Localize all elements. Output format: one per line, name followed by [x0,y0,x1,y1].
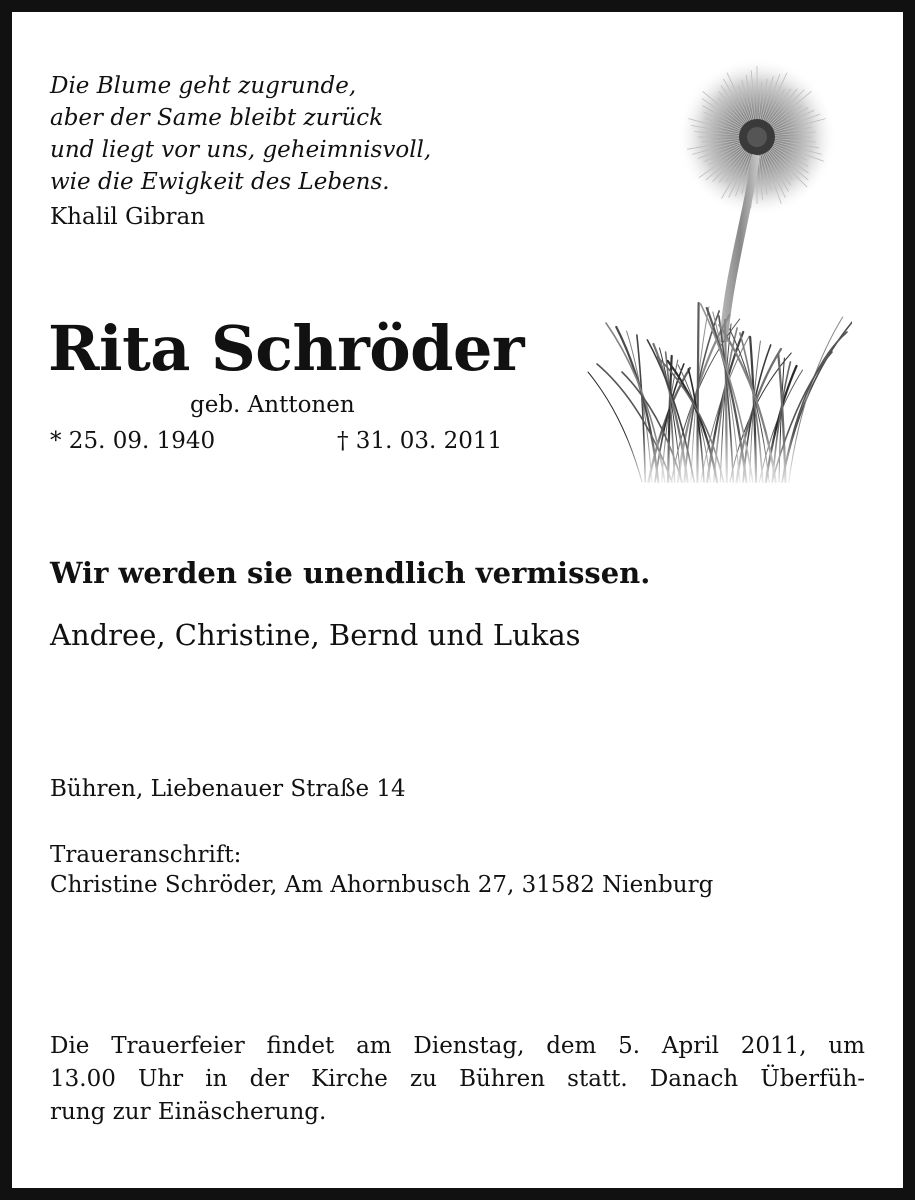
mourning-address-label: Traueranschrift: [50,842,242,868]
poem-line: aber der Same bleibt zurück [50,105,384,131]
family-names: Andree, Christine, Bernd und Lukas [50,618,581,652]
birth-name: geb. Anttonen [190,392,355,418]
service-line: 13.00 Uhr in der Kirche zu Bühren statt. Danach Überfüh- [50,1066,865,1092]
funeral-service-text [50,1030,865,1129]
mourning-message: Wir werden sie unendlich vermissen. [50,556,651,590]
poem-quote [50,70,570,198]
death-date: † 31. 03. 2011 [337,428,503,454]
poem-line: wie die Ewigkeit des Lebens. [50,169,390,195]
service-line: rung zur Einäscherung. [50,1099,327,1125]
birth-date: * 25. 09. 1940 [50,428,216,454]
service-line: Die Trauerfeier findet am Dienstag, dem 5. April 2011, um [50,1033,865,1059]
poem-author: Khalil Gibran [50,204,206,230]
poem-line: Die Blume geht zugrunde, [50,73,357,99]
dandelion-icon [582,42,852,492]
deceased-name: Rita Schröder [48,312,525,385]
mourning-address: Christine Schröder, Am Ahornbusch 27, 31582 Nienburg [50,872,714,898]
residence-address: Bühren, Liebenauer Straße 14 [50,776,406,802]
poem-line: und liegt vor uns, geheimnisvoll, [50,137,432,163]
